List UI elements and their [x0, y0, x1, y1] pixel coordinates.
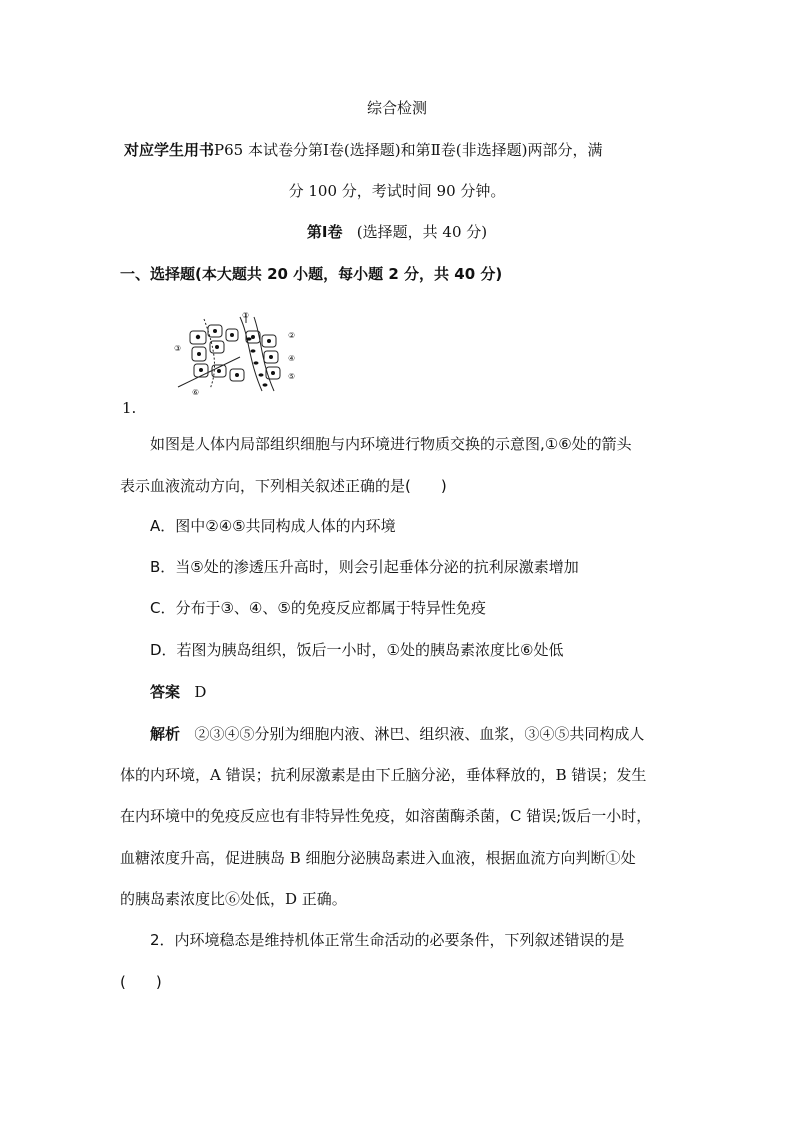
part1-label: 第Ⅰ卷	[306, 223, 343, 241]
question-1-number: 1.	[122, 399, 137, 417]
section1-title: 一、选择题(本大题共 20 小题，每小题 2 分，共 40 分)	[120, 265, 503, 283]
figure-label-4: ④	[288, 354, 296, 363]
intro-line-2: 分 100 分，考试时间 90 分钟。	[288, 182, 506, 200]
tissue-exchange-figure	[170, 309, 306, 401]
question-1-stem-line-2: 表示血液流动方向，下列相关叙述正确的是( )	[120, 477, 447, 495]
question-1-analysis-line-4: 血糖浓度升高，促进胰岛 B 细胞分泌胰岛素进入血液，根据血流方向判断①处	[120, 849, 636, 867]
analysis-text: ②③④⑤分别为细胞内液、淋巴、组织液、血浆，③④⑤共同构成人	[194, 725, 645, 743]
question-1-option-c: C．分布于③、④、⑤的免疫反应都属于特异性免疫	[150, 599, 486, 617]
intro-line-1	[124, 140, 603, 160]
figure-label-3: ③	[174, 344, 182, 353]
answer-value: D	[194, 683, 207, 701]
question-1-option-b: B．当⑤处的渗透压升高时，则会引起垂体分泌的抗利尿激素增加	[150, 558, 579, 576]
answer-label: 答案	[150, 683, 181, 701]
part1-note: (选择题，共 40 分)	[356, 223, 488, 241]
figure-label-2: ②	[288, 331, 296, 340]
flow-arrow	[178, 357, 240, 387]
question-1-stem-line-1: 如图是人体内局部组织细胞与内环境进行物质交换的示意图,①⑥处的箭头	[150, 435, 632, 453]
question-1-analysis-line-2: 体的内环境，A 错误；抗利尿激素是由下丘脑分泌，垂体释放的，B 错误；发生	[120, 766, 647, 784]
question-1-option-a: A．图中②④⑤共同构成人体的内环境	[150, 517, 396, 535]
page-title: 综合检测	[366, 99, 427, 117]
question-1-option-d: D．若图为胰岛组织，饭后一小时，①处的胰岛素浓度比⑥处低	[150, 641, 564, 659]
question-1-answer	[150, 682, 206, 702]
intro-line-1-text: P65 本试卷分第Ⅰ卷(选择题)和第Ⅱ卷(非选择题)两部分，满	[214, 141, 603, 159]
question-1-analysis-line-1	[150, 724, 644, 744]
figure-label-6: ⑥	[192, 388, 200, 397]
figure-label-1: ①	[242, 311, 250, 320]
question-2-stem-line-2: ( )	[120, 973, 162, 991]
analysis-label: 解析	[150, 725, 181, 743]
question-1-analysis-line-5: 的胰岛素浓度比⑥处低，D 正确。	[120, 890, 347, 908]
question-1-analysis-line-3: 在内环境中的免疫反应也有非特异性免疫，如溶菌酶杀菌，C 错误;饭后一小时，	[120, 807, 652, 825]
question-2-stem-line-1: 2．内环境稳态是维持机体正常生命活动的必要条件，下列叙述错误的是	[150, 931, 625, 949]
part1-heading	[0, 222, 794, 242]
intro-prefix: 对应学生用书	[124, 141, 215, 159]
figure-label-5: ⑤	[288, 372, 296, 381]
